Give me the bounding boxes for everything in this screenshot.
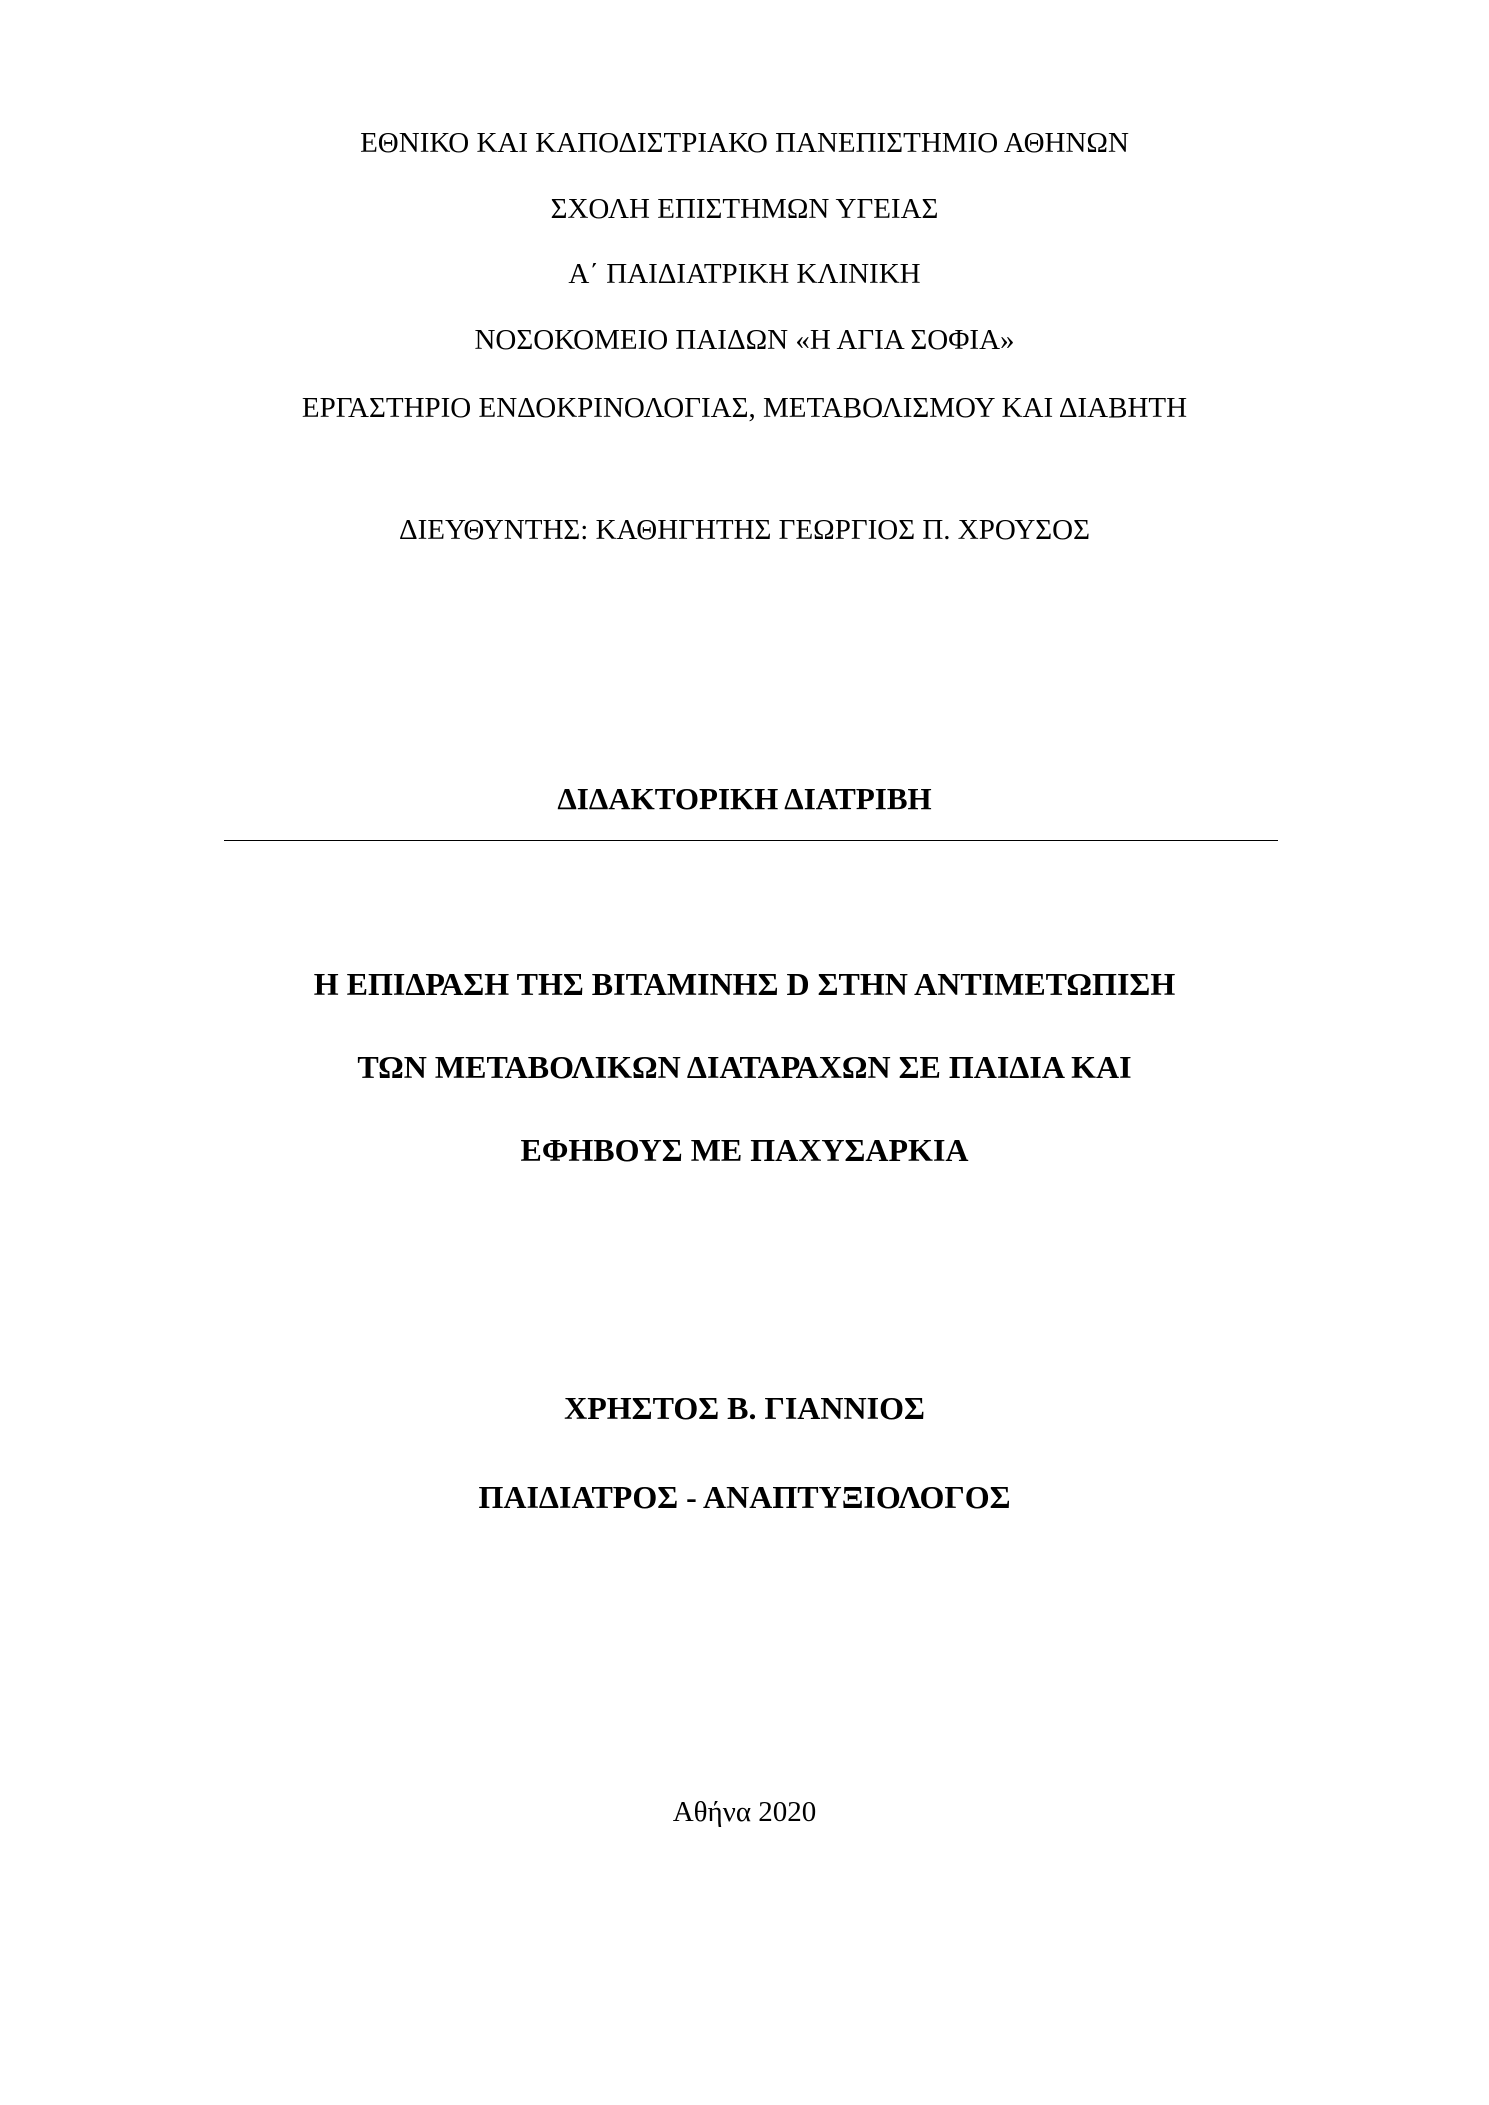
director-line: ΔΙΕΥΘΥΝΤΗΣ: ΚΑΘΗΓΗΤΗΣ ΓΕΩΡΓΙΟΣ Π. ΧΡΟΥΣΟΣ [398,514,1090,546]
thesis-title-line-3: ΕΦΗΒΟΥΣ ΜΕ ΠΑΧΥΣΑΡΚΙΑ [520,1132,969,1168]
hospital-name: ΝΟΣΟΚΟΜΕΙΟ ΠΑΙΔΩΝ «Η ΑΓΙΑ ΣΟΦΙΑ» [474,324,1015,356]
document-type-heading: ΔΙΔΑΚΤΟΡΙΚΗ ΔΙΑΤΡΙΒΗ [557,781,932,816]
university-name: ΕΘΝΙΚΟ ΚΑΙ ΚΑΠΟΔΙΣΤΡΙΑΚΟ ΠΑΝΕΠΙΣΤΗΜΙΟ ΑΘΗΝΩΝ [360,127,1129,159]
clinic-name: Α΄ ΠΑΙΔΙΑΤΡΙΚΗ ΚΛΙΝΙΚΗ [568,258,921,290]
thesis-title-line-1: Η ΕΠΙΔΡΑΣΗ ΤΗΣ ΒΙΤΑΜΙΝΗΣ D ΣΤΗΝ ΑΝΤΙΜΕΤΩΠΙΣΗ [313,966,1176,1002]
school-name: ΣΧΟΛΗ ΕΠΙΣΤΗΜΩΝ ΥΓΕΙΑΣ [550,193,939,225]
place-date: Αθήνα 2020 [672,1796,817,1828]
author-specialty: ΠΑΙΔΙΑΤΡΟΣ - ΑΝΑΠΤΥΞΙΟΛΟΓΟΣ [478,1479,1011,1515]
heading-divider [224,840,1278,841]
laboratory-name: ΕΡΓΑΣΤΗΡΙΟ ΕΝΔΟΚΡΙΝΟΛΟΓΙΑΣ, ΜΕΤΑΒΟΛΙΣΜΟΥ ΚΑΙ ΔΙΑΒΗΤΗ [301,392,1188,424]
thesis-title-line-2: ΤΩΝ ΜΕΤΑΒΟΛΙΚΩΝ ΔΙΑΤΑΡΑΧΩΝ ΣΕ ΠΑΙΔΙΑ ΚΑΙ [357,1049,1132,1085]
author-name: ΧΡΗΣΤΟΣ Β. ΓΙΑΝΝΙΟΣ [564,1390,925,1426]
